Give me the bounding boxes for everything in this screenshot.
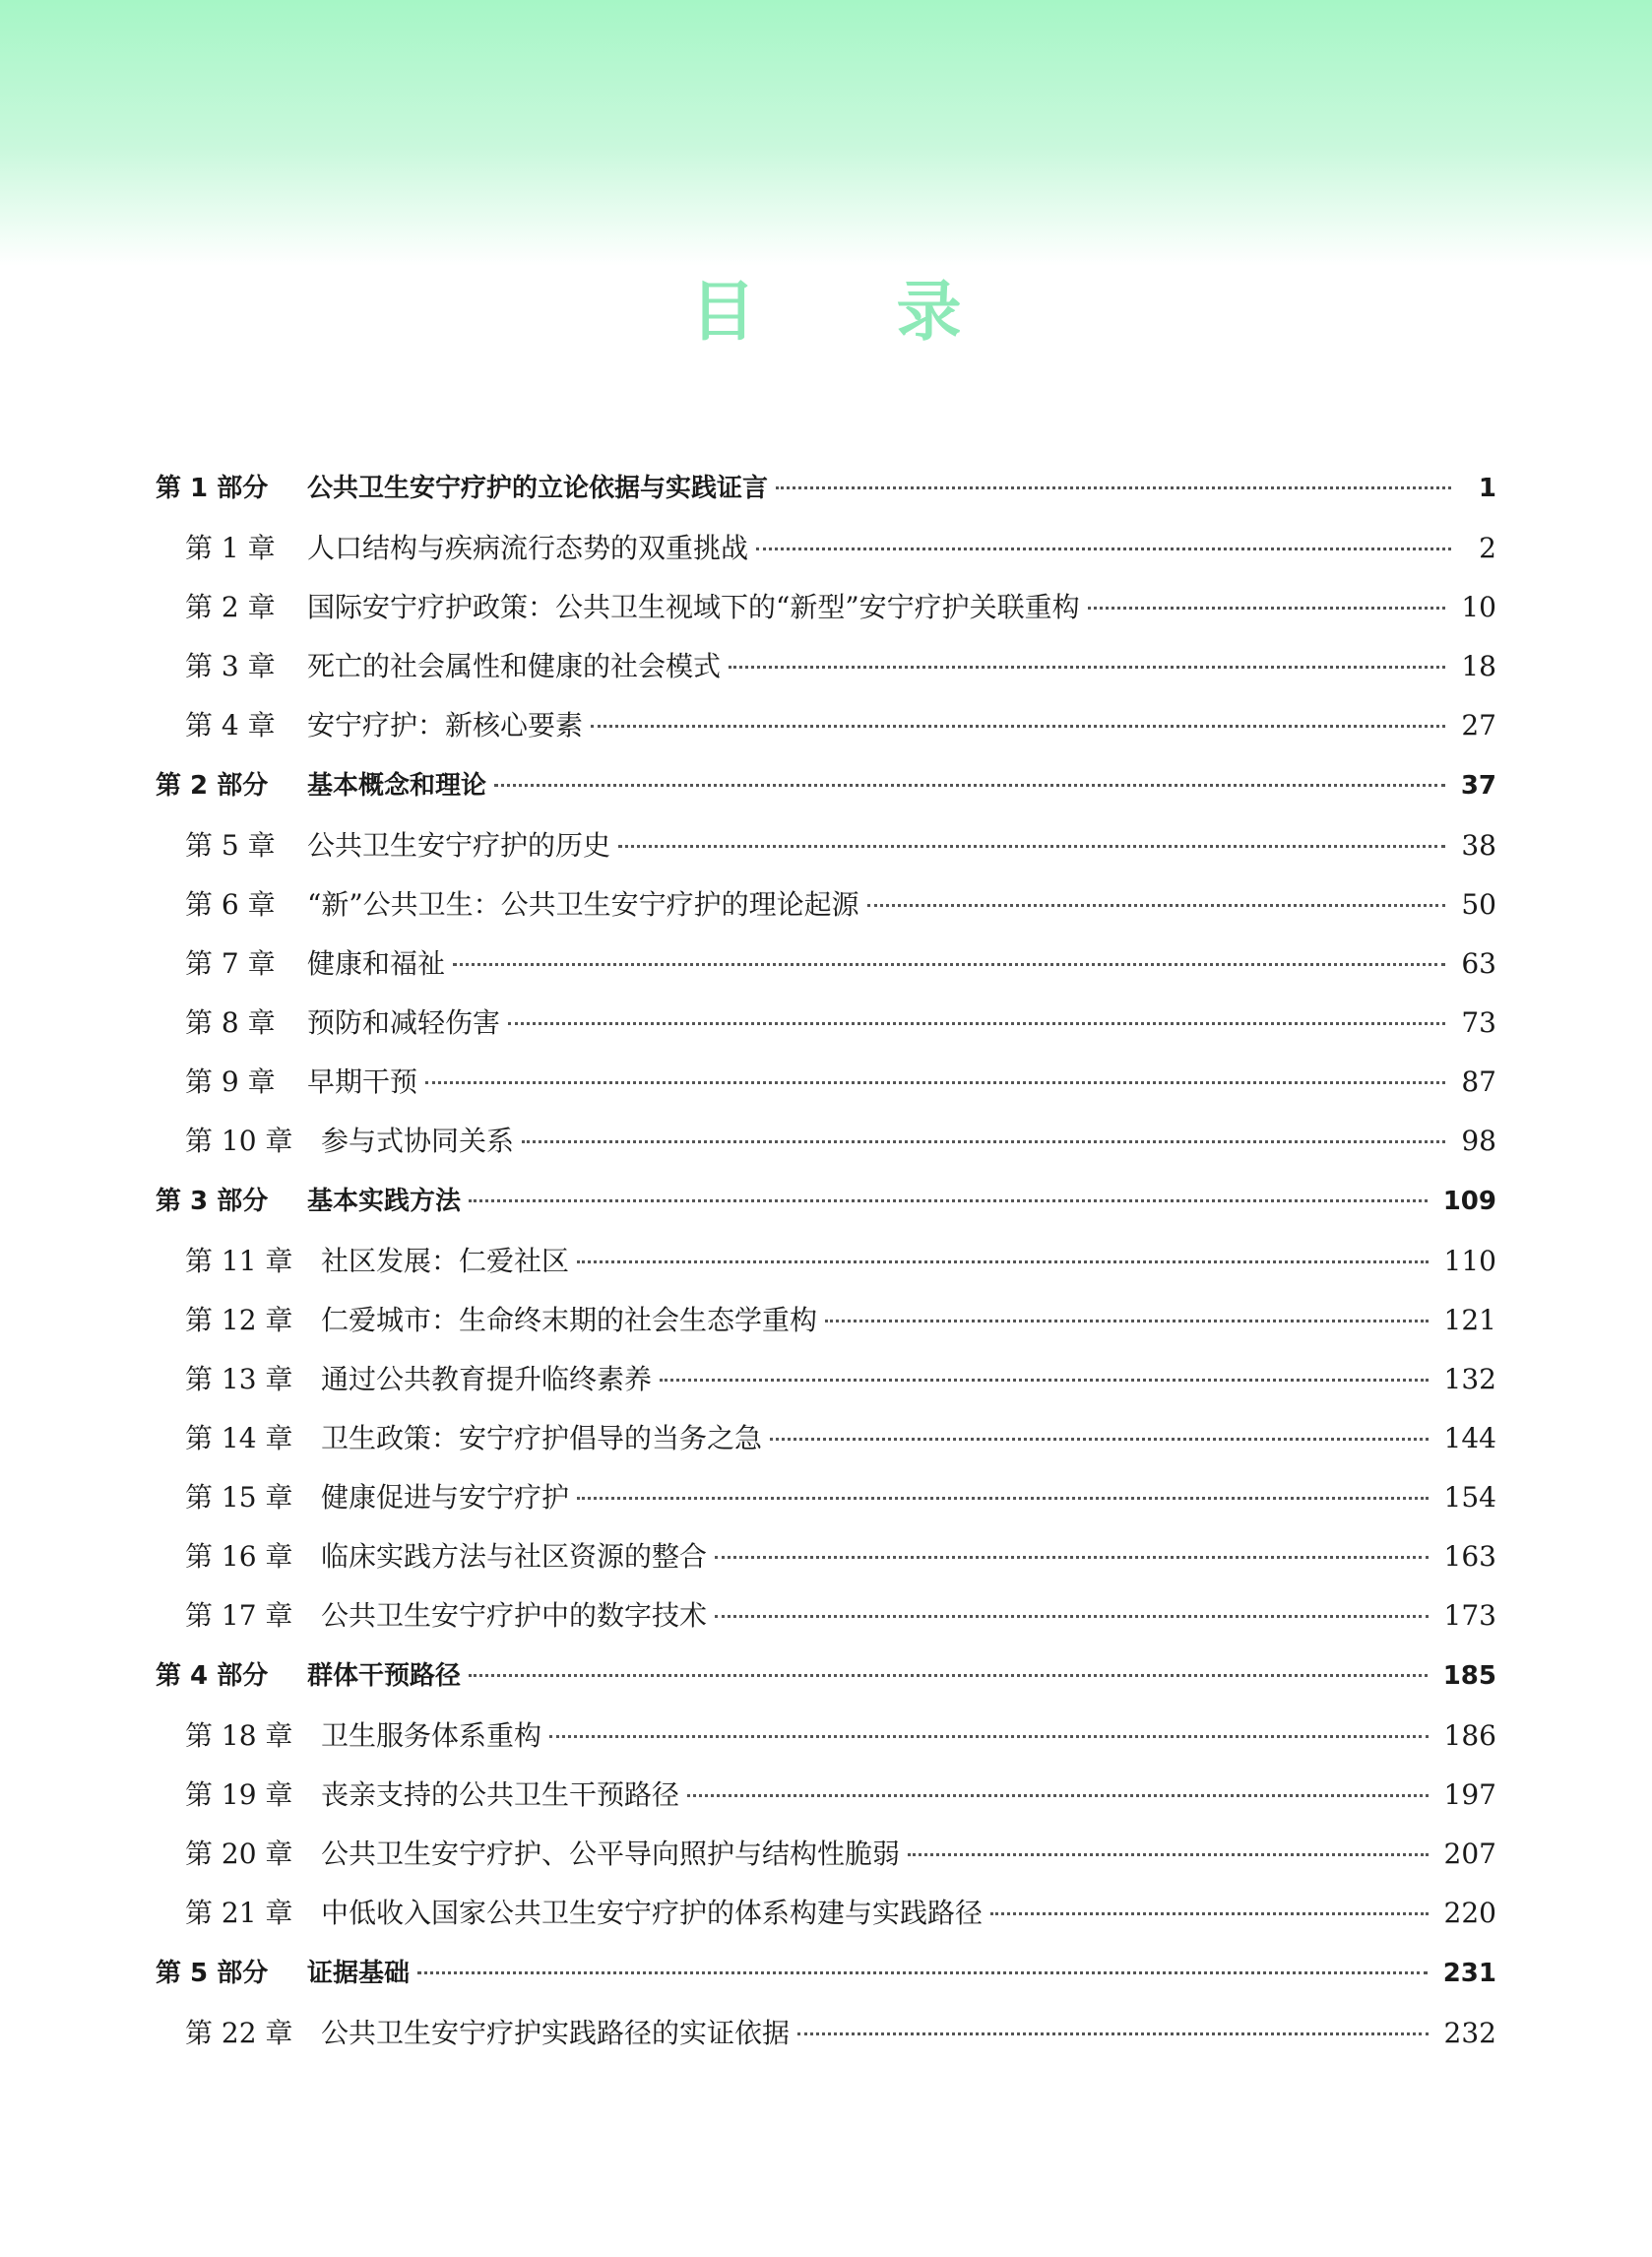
chapter-title: 卫生服务体系重构 — [321, 1719, 542, 1752]
chapter-number: 第 18 章 — [185, 1719, 293, 1752]
part-title: 证据基础 — [307, 1959, 411, 1988]
toc-chapter-row[interactable] — [156, 1586, 1496, 1645]
part-title: 基本概念和理论 — [307, 771, 487, 801]
chapter-title: 丧亲支持的公共卫生干预路径 — [321, 1778, 680, 1811]
toc-part-row[interactable] — [156, 755, 1496, 816]
dot-leader — [425, 1081, 1445, 1084]
toc-part-row[interactable] — [156, 458, 1496, 519]
chapter-number: 第 20 章 — [185, 1838, 293, 1870]
page-number: 154 — [1443, 1481, 1496, 1514]
chapter-title: 社区发展：仁爱社区 — [321, 1245, 570, 1277]
table-of-contents — [156, 458, 1496, 2063]
toc-chapter-row[interactable] — [156, 1053, 1496, 1112]
page-number: 185 — [1442, 1661, 1496, 1691]
part-number: 第 5 部分 — [156, 1959, 269, 1988]
toc-chapter-row[interactable] — [156, 1707, 1496, 1766]
chapter-number: 第 1 章 — [185, 532, 276, 564]
page-number: 173 — [1443, 1599, 1496, 1632]
chapter-number: 第 11 章 — [185, 1245, 293, 1277]
page-number: 98 — [1461, 1125, 1496, 1157]
dot-leader — [797, 2032, 1429, 2035]
page-number: 109 — [1442, 1187, 1496, 1216]
chapter-title: 死亡的社会属性和健康的社会模式 — [307, 650, 722, 682]
toc-chapter-row[interactable] — [156, 578, 1496, 637]
chapter-title: 人口结构与疾病流行态势的双重挑战 — [307, 532, 749, 564]
header-gradient-band — [0, 0, 1652, 266]
page-number: 231 — [1442, 1959, 1496, 1988]
dot-leader — [591, 725, 1445, 728]
chapter-title: 国际安宁疗护政策：公共卫生视域下的“新型”安宁疗护关联重构 — [307, 591, 1080, 623]
page-number: 73 — [1461, 1006, 1496, 1039]
dot-leader — [453, 963, 1445, 966]
chapter-title: 公共卫生安宁疗护实践路径的实证依据 — [321, 2017, 791, 2049]
chapter-number: 第 21 章 — [185, 1897, 293, 1929]
page-number: 232 — [1443, 2017, 1496, 2049]
page-number: 10 — [1461, 591, 1496, 623]
chapter-title: 公共卫生安宁疗护、公平导向照护与结构性脆弱 — [321, 1838, 901, 1870]
toc-chapter-row[interactable] — [156, 1766, 1496, 1825]
page-number: 207 — [1443, 1838, 1496, 1870]
chapter-number: 第 22 章 — [185, 2017, 293, 2049]
page-title: 目 录 — [690, 274, 1021, 350]
toc-chapter-row[interactable] — [156, 1468, 1496, 1527]
page-number: 132 — [1443, 1363, 1496, 1395]
page-number: 186 — [1443, 1719, 1496, 1752]
dot-leader — [990, 1912, 1429, 1915]
chapter-number: 第 5 章 — [185, 829, 276, 862]
dot-leader — [776, 486, 1451, 489]
dot-leader — [687, 1794, 1429, 1797]
chapter-title: 卫生政策：安宁疗护倡导的当务之急 — [321, 1422, 763, 1454]
chapter-title: 仁爱城市：生命终末期的社会生态学重构 — [321, 1304, 818, 1336]
chapter-title: 通过公共教育提升临终素养 — [321, 1363, 653, 1395]
chapter-number: 第 9 章 — [185, 1065, 276, 1098]
toc-chapter-row[interactable] — [156, 935, 1496, 994]
part-number: 第 2 部分 — [156, 771, 269, 801]
dot-leader — [715, 1556, 1429, 1559]
chapter-title: 健康促进与安宁疗护 — [321, 1481, 570, 1514]
chapter-title: 预防和减轻伤害 — [307, 1006, 501, 1039]
chapter-number: 第 10 章 — [185, 1125, 293, 1157]
toc-chapter-row[interactable] — [156, 519, 1496, 578]
chapter-number: 第 4 章 — [185, 709, 276, 742]
chapter-number: 第 2 章 — [185, 591, 276, 623]
page-number: 144 — [1443, 1422, 1496, 1454]
page-number: 27 — [1461, 709, 1496, 742]
toc-chapter-row[interactable] — [156, 696, 1496, 755]
chapter-number: 第 3 章 — [185, 650, 276, 682]
dot-leader — [494, 784, 1445, 787]
page-number: 38 — [1461, 829, 1496, 862]
chapter-number: 第 17 章 — [185, 1599, 293, 1632]
chapter-title: 参与式协同关系 — [321, 1125, 515, 1157]
dot-leader — [715, 1615, 1429, 1618]
chapter-number: 第 13 章 — [185, 1363, 293, 1395]
chapter-title: 早期干预 — [307, 1065, 418, 1098]
toc-part-row[interactable] — [156, 1171, 1496, 1232]
part-title: 群体干预路径 — [307, 1661, 462, 1691]
chapter-title: 临床实践方法与社区资源的整合 — [321, 1540, 708, 1573]
toc-chapter-row[interactable] — [156, 1291, 1496, 1350]
toc-chapter-row[interactable] — [156, 1350, 1496, 1409]
dot-leader — [729, 666, 1445, 669]
chapter-title: 健康和福祉 — [307, 947, 446, 980]
part-title: 公共卫生安宁疗护的立论依据与实践证言 — [307, 474, 769, 503]
page-number: 220 — [1443, 1897, 1496, 1929]
part-number: 第 3 部分 — [156, 1187, 269, 1216]
chapter-title: “新”公共卫生：公共卫生安宁疗护的理论起源 — [307, 888, 859, 921]
toc-chapter-row[interactable] — [156, 1527, 1496, 1586]
toc-chapter-row[interactable] — [156, 875, 1496, 935]
toc-part-row[interactable] — [156, 1943, 1496, 2004]
dot-leader — [770, 1438, 1429, 1441]
toc-chapter-row[interactable] — [156, 637, 1496, 696]
chapter-title: 公共卫生安宁疗护的历史 — [307, 829, 611, 862]
dot-leader — [522, 1140, 1445, 1143]
part-number: 第 4 部分 — [156, 1661, 269, 1691]
chapter-number: 第 12 章 — [185, 1304, 293, 1336]
dot-leader — [549, 1735, 1429, 1738]
part-title: 基本实践方法 — [307, 1187, 462, 1216]
chapter-title: 安宁疗护：新核心要素 — [307, 709, 584, 742]
chapter-number: 第 16 章 — [185, 1540, 293, 1573]
page-number: 63 — [1461, 947, 1496, 980]
toc-part-row[interactable] — [156, 1645, 1496, 1707]
toc-chapter-row[interactable] — [156, 1825, 1496, 1884]
toc-chapter-row[interactable] — [156, 994, 1496, 1053]
page-number: 18 — [1461, 650, 1496, 682]
chapter-number: 第 8 章 — [185, 1006, 276, 1039]
dot-leader — [825, 1320, 1429, 1322]
dot-leader — [618, 845, 1445, 848]
toc-chapter-row[interactable] — [156, 1409, 1496, 1468]
toc-chapter-row[interactable] — [156, 1112, 1496, 1171]
dot-leader — [469, 1674, 1428, 1677]
chapter-number: 第 15 章 — [185, 1481, 293, 1514]
page-number: 2 — [1479, 532, 1496, 564]
dot-leader — [577, 1260, 1429, 1263]
toc-chapter-row[interactable] — [156, 816, 1496, 875]
chapter-title: 公共卫生安宁疗护中的数字技术 — [321, 1599, 708, 1632]
chapter-number: 第 7 章 — [185, 947, 276, 980]
dot-leader — [867, 904, 1446, 907]
page-number: 110 — [1443, 1245, 1496, 1277]
toc-chapter-row[interactable] — [156, 1232, 1496, 1291]
dot-leader — [660, 1379, 1429, 1382]
chapter-title: 中低收入国家公共卫生安宁疗护的体系构建与实践路径 — [321, 1897, 984, 1929]
part-number: 第 1 部分 — [156, 474, 269, 503]
dot-leader — [508, 1022, 1445, 1025]
dot-leader — [469, 1199, 1428, 1202]
page-number: 121 — [1443, 1304, 1496, 1336]
toc-chapter-row[interactable] — [156, 2004, 1496, 2063]
dot-leader — [1088, 607, 1446, 610]
page-number: 197 — [1443, 1778, 1496, 1811]
toc-chapter-row[interactable] — [156, 1884, 1496, 1943]
page-number: 163 — [1443, 1540, 1496, 1573]
dot-leader — [417, 1971, 1428, 1974]
page-number: 1 — [1478, 474, 1496, 503]
page-number: 87 — [1461, 1065, 1496, 1098]
chapter-number: 第 19 章 — [185, 1778, 293, 1811]
chapter-number: 第 6 章 — [185, 888, 276, 921]
dot-leader — [577, 1497, 1429, 1500]
dot-leader — [756, 548, 1451, 550]
chapter-number: 第 14 章 — [185, 1422, 293, 1454]
page-number: 37 — [1460, 771, 1496, 801]
dot-leader — [908, 1853, 1429, 1856]
page-number: 50 — [1461, 888, 1496, 921]
